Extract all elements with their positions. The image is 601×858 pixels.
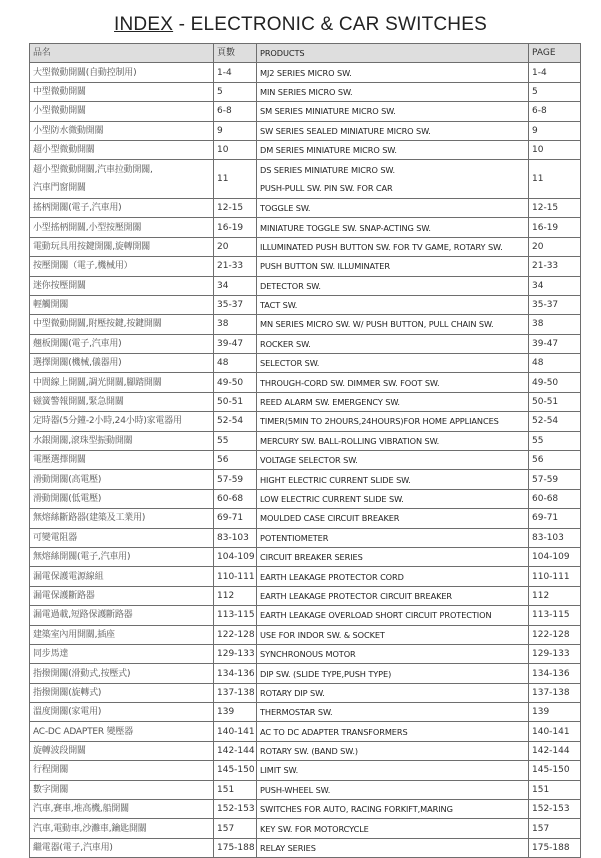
row-product: EARTH LEAKAGE PROTECTOR CORD [257, 567, 529, 586]
row-product: TACT SW. [257, 295, 529, 314]
row-name-zh: 輕觸開關 [30, 295, 214, 314]
row-name-zh: 指撥開關(旋轉式) [30, 683, 214, 702]
row-product: SWITCHES FOR AUTO, RACING FORKIFT,MARING [257, 800, 529, 819]
row-product: VOLTAGE SELECTOR SW. [257, 451, 529, 470]
table-row [30, 470, 581, 489]
row-name-zh: 漏電過載,短路保護斷路器 [30, 606, 214, 625]
table-header-row [30, 44, 581, 63]
table-row [30, 722, 581, 741]
row-page: 6-8 [529, 102, 581, 121]
row-page: 129-133 [529, 644, 581, 663]
row-product: EARTH LEAKAGE OVERLOAD SHORT CIRCUIT PROTECTION [257, 606, 529, 625]
table-row [30, 237, 581, 256]
title-index: INDEX [114, 14, 174, 35]
row-product: ROTARY SW. (BAND SW.) [257, 741, 529, 760]
table-row [30, 140, 581, 159]
row-page: 113-115 [529, 606, 581, 625]
row-product: DM SERIES MINIATURE MICRO SW. [257, 140, 529, 159]
table-row [30, 683, 581, 702]
table-row [30, 838, 581, 857]
row-name-zh: 搖柄開關(電子,汽車用) [30, 198, 214, 217]
row-product [257, 160, 529, 199]
row-page: 1-4 [529, 63, 581, 82]
table-row [30, 780, 581, 799]
table-row [30, 392, 581, 411]
table-row [30, 412, 581, 431]
row-name-zh: 電壓選擇開關 [30, 451, 214, 470]
row-name-zh [30, 160, 214, 199]
title-subtitle: - ELECTRONIC & CAR SWITCHES [173, 14, 487, 35]
row-name-zh: 迷你按壓開關 [30, 276, 214, 295]
table-row [30, 257, 581, 276]
row-name-zh: 選擇開關(機械,儀器用) [30, 354, 214, 373]
table-row [30, 819, 581, 838]
row-page: 137-138 [529, 683, 581, 702]
table-row [30, 664, 581, 683]
table-row [30, 102, 581, 121]
row-page: 157 [529, 819, 581, 838]
row-name-zh: 中型微動開關,附壓按鍵,按鍵開關 [30, 315, 214, 334]
index-table-body [30, 44, 581, 858]
row-product: SELECTOR SW. [257, 354, 529, 373]
table-row [30, 218, 581, 237]
table-row [30, 315, 581, 334]
row-pages-zh: 48 [214, 354, 257, 373]
table-row [30, 644, 581, 663]
row-pages-zh: 152-153 [214, 800, 257, 819]
row-pages-zh: 5 [214, 82, 257, 101]
row-page: 35-37 [529, 295, 581, 314]
row-name-zh-line2: 汽車門窗開關 [33, 183, 86, 194]
row-name-zh: 電動玩具用按鍵開關,旋轉開關 [30, 237, 214, 256]
row-product: POTENTIOMETER [257, 528, 529, 547]
row-name-zh: 小型搖柄開關,小型按壓開關 [30, 218, 214, 237]
row-pages-zh: 129-133 [214, 644, 257, 663]
row-page: 11 [529, 160, 581, 199]
row-name-zh: 小型微動開關 [30, 102, 214, 121]
row-page: 139 [529, 703, 581, 722]
row-product: USE FOR INDOR SW. & SOCKET [257, 625, 529, 644]
row-product: SYNCHRONOUS MOTOR [257, 644, 529, 663]
table-row [30, 334, 581, 353]
row-name-zh: 定時器(5分鐘-2小時,24小時)家電器用 [30, 412, 214, 431]
row-pages-zh: 56 [214, 451, 257, 470]
row-pages-zh: 104-109 [214, 547, 257, 566]
row-product-line2: PUSH-PULL SW. PIN SW. FOR CAR [260, 183, 393, 194]
row-pages-zh: 134-136 [214, 664, 257, 683]
row-pages-zh: 6-8 [214, 102, 257, 121]
row-page: 112 [529, 586, 581, 605]
row-page: 152-153 [529, 800, 581, 819]
row-pages-zh: 20 [214, 237, 257, 256]
row-page: 175-188 [529, 838, 581, 857]
table-row [30, 800, 581, 819]
row-pages-zh: 110-111 [214, 567, 257, 586]
table-row [30, 761, 581, 780]
row-name-zh: 建築室內用開關,插座 [30, 625, 214, 644]
row-name-zh: 大型微動開關(自動控制用) [30, 63, 214, 82]
row-pages-zh: 157 [214, 819, 257, 838]
row-page: 122-128 [529, 625, 581, 644]
row-product: TIMER(5MIN TO 2HOURS,24HOURS)FOR HOME APPLIANCES [257, 412, 529, 431]
table-row [30, 354, 581, 373]
row-page: 134-136 [529, 664, 581, 683]
row-pages-zh: 69-71 [214, 509, 257, 528]
row-name-zh: 漏電保護斷路器 [30, 586, 214, 605]
table-row [30, 528, 581, 547]
row-product: THROUGH-CORD SW. DIMMER SW. FOOT SW. [257, 373, 529, 392]
row-pages-zh: 60-68 [214, 489, 257, 508]
row-pages-zh: 139 [214, 703, 257, 722]
row-name-zh: 旋轉波段開關 [30, 741, 214, 760]
row-pages-zh: 10 [214, 140, 257, 159]
row-name-zh: 指撥開關(滑動式,按壓式) [30, 664, 214, 683]
row-product: EARTH LEAKAGE PROTECTOR CIRCUIT BREAKER [257, 586, 529, 605]
header-page: PAGE [529, 44, 581, 63]
row-name-zh: 小型防水微動開關 [30, 121, 214, 140]
row-product: ROTARY DIP SW. [257, 683, 529, 702]
row-name-zh: 磁簧警報開關,緊急開關 [30, 392, 214, 411]
row-name-zh: 數字開關 [30, 780, 214, 799]
row-page: 140-141 [529, 722, 581, 741]
row-pages-zh: 49-50 [214, 373, 257, 392]
row-name-zh-line1: 超小型微動開關,汽車拉動開關, [33, 165, 153, 176]
row-name-zh: 汽車,電動車,沙灘車,鑰匙開關 [30, 819, 214, 838]
row-page: 39-47 [529, 334, 581, 353]
row-pages-zh: 16-19 [214, 218, 257, 237]
table-row [30, 703, 581, 722]
table-row [30, 121, 581, 140]
row-name-zh: 行程開關 [30, 761, 214, 780]
row-product: THERMOSTAR SW. [257, 703, 529, 722]
row-pages-zh: 34 [214, 276, 257, 295]
table-row [30, 547, 581, 566]
index-table [29, 43, 581, 858]
row-page: 104-109 [529, 547, 581, 566]
table-row [30, 82, 581, 101]
row-page: 10 [529, 140, 581, 159]
row-page: 34 [529, 276, 581, 295]
row-page: 9 [529, 121, 581, 140]
row-page: 52-54 [529, 412, 581, 431]
row-page: 145-150 [529, 761, 581, 780]
page-title [0, 14, 601, 36]
row-pages-zh: 57-59 [214, 470, 257, 489]
row-product: LIMIT SW. [257, 761, 529, 780]
row-product: RELAY SERIES [257, 838, 529, 857]
row-page: 151 [529, 780, 581, 799]
row-name-zh: 中型微動開關 [30, 82, 214, 101]
row-product: MN SERIES MICRO SW. W/ PUSH BUTTON, PULL CHAIN SW. [257, 315, 529, 334]
row-name-zh: 滑動開關(高電壓) [30, 470, 214, 489]
row-name-zh: 同步馬達 [30, 644, 214, 663]
table-row [30, 606, 581, 625]
row-pages-zh: 145-150 [214, 761, 257, 780]
row-pages-zh: 9 [214, 121, 257, 140]
row-product: DIP SW. (SLIDE TYPE,PUSH TYPE) [257, 664, 529, 683]
row-pages-zh: 50-51 [214, 392, 257, 411]
row-page: 50-51 [529, 392, 581, 411]
row-pages-zh: 11 [214, 160, 257, 199]
table-row [30, 198, 581, 217]
row-product: MERCURY SW. BALL-ROLLING VIBRATION SW. [257, 431, 529, 450]
table-row [30, 625, 581, 644]
row-pages-zh: 112 [214, 586, 257, 605]
row-pages-zh: 21-33 [214, 257, 257, 276]
row-product: PUSH BUTTON SW. ILLUMINATER [257, 257, 529, 276]
row-pages-zh: 113-115 [214, 606, 257, 625]
row-product: LOW ELECTRIC CURRENT SLIDE SW. [257, 489, 529, 508]
row-page: 16-19 [529, 218, 581, 237]
row-page: 56 [529, 451, 581, 470]
header-name-zh: 品名 [30, 44, 214, 63]
table-row [30, 586, 581, 605]
row-page: 49-50 [529, 373, 581, 392]
row-product: PUSH-WHEEL SW. [257, 780, 529, 799]
row-product: MIN SERIES MICRO SW. [257, 82, 529, 101]
row-name-zh: 漏電保護電源線組 [30, 567, 214, 586]
row-product: SW SERIES SEALED MINIATURE MICRO SW. [257, 121, 529, 140]
row-name-zh: 水銀開關,滾珠型振動開關 [30, 431, 214, 450]
row-name-zh: 繼電器(電子,汽車用) [30, 838, 214, 857]
table-row [30, 431, 581, 450]
row-pages-zh: 151 [214, 780, 257, 799]
row-product: ROCKER SW. [257, 334, 529, 353]
row-pages-zh: 142-144 [214, 741, 257, 760]
row-pages-zh: 1-4 [214, 63, 257, 82]
row-page: 69-71 [529, 509, 581, 528]
row-page: 57-59 [529, 470, 581, 489]
table-row [30, 276, 581, 295]
row-pages-zh: 122-128 [214, 625, 257, 644]
row-product: MJ2 SERIES MICRO SW. [257, 63, 529, 82]
row-name-zh: 中間線上開關,調光開關,腳踏開關 [30, 373, 214, 392]
table-row [30, 451, 581, 470]
row-name-zh: 汽車,賽車,堆高機,船開關 [30, 800, 214, 819]
row-product: TOGGLE SW. [257, 198, 529, 217]
row-pages-zh: 35-37 [214, 295, 257, 314]
row-pages-zh: 175-188 [214, 838, 257, 857]
row-product: CIRCUIT BREAKER SERIES [257, 547, 529, 566]
row-pages-zh: 39-47 [214, 334, 257, 353]
row-product: KEY SW. FOR MOTORCYCLE [257, 819, 529, 838]
row-page: 21-33 [529, 257, 581, 276]
row-name-zh: 按壓開關（電子,機械用） [30, 257, 214, 276]
row-page: 55 [529, 431, 581, 450]
row-pages-zh: 137-138 [214, 683, 257, 702]
row-product: MOULDED CASE CIRCUIT BREAKER [257, 509, 529, 528]
row-product: HIGHT ELECTRIC CURRENT SLIDE SW. [257, 470, 529, 489]
row-page: 60-68 [529, 489, 581, 508]
table-row [30, 295, 581, 314]
row-pages-zh: 52-54 [214, 412, 257, 431]
row-product: AC TO DC ADAPTER TRANSFORMERS [257, 722, 529, 741]
table-row [30, 489, 581, 508]
table-row [30, 509, 581, 528]
table-row [30, 160, 581, 199]
row-page: 38 [529, 315, 581, 334]
table-row [30, 63, 581, 82]
row-page: 12-15 [529, 198, 581, 217]
row-name-zh: 滑動開關(低電壓) [30, 489, 214, 508]
row-page: 48 [529, 354, 581, 373]
row-name-zh: 翹板開關(電子,汽車用) [30, 334, 214, 353]
table-row [30, 741, 581, 760]
row-name-zh: 無熔絲斷路器(建築及工業用) [30, 509, 214, 528]
row-pages-zh: 83-103 [214, 528, 257, 547]
header-products: PRODUCTS [257, 44, 529, 63]
row-name-zh: 無熔絲開關(電子,汽車用) [30, 547, 214, 566]
row-product-line1: DS SERIES MINIATURE MICRO SW. [260, 165, 395, 176]
row-page: 83-103 [529, 528, 581, 547]
row-name-zh: AC-DC ADAPTER 變壓器 [30, 722, 214, 741]
row-pages-zh: 38 [214, 315, 257, 334]
row-product: REED ALARM SW. EMERGENCY SW. [257, 392, 529, 411]
table-row [30, 373, 581, 392]
row-product: ILLUMINATED PUSH BUTTON SW. FOR TV GAME, ROTARY SW. [257, 237, 529, 256]
row-name-zh: 溫度開關(家電用) [30, 703, 214, 722]
row-name-zh: 可變電阻器 [30, 528, 214, 547]
row-pages-zh: 55 [214, 431, 257, 450]
row-name-zh: 超小型微動開關 [30, 140, 214, 159]
row-page: 5 [529, 82, 581, 101]
header-pages-zh: 頁數 [214, 44, 257, 63]
row-pages-zh: 12-15 [214, 198, 257, 217]
row-product: SM SERIES MINIATURE MICRO SW. [257, 102, 529, 121]
row-page: 20 [529, 237, 581, 256]
row-product: MINIATURE TOGGLE SW. SNAP-ACTING SW. [257, 218, 529, 237]
row-pages-zh: 140-141 [214, 722, 257, 741]
row-page: 142-144 [529, 741, 581, 760]
table-row [30, 567, 581, 586]
row-page: 110-111 [529, 567, 581, 586]
row-product: DETECTOR SW. [257, 276, 529, 295]
